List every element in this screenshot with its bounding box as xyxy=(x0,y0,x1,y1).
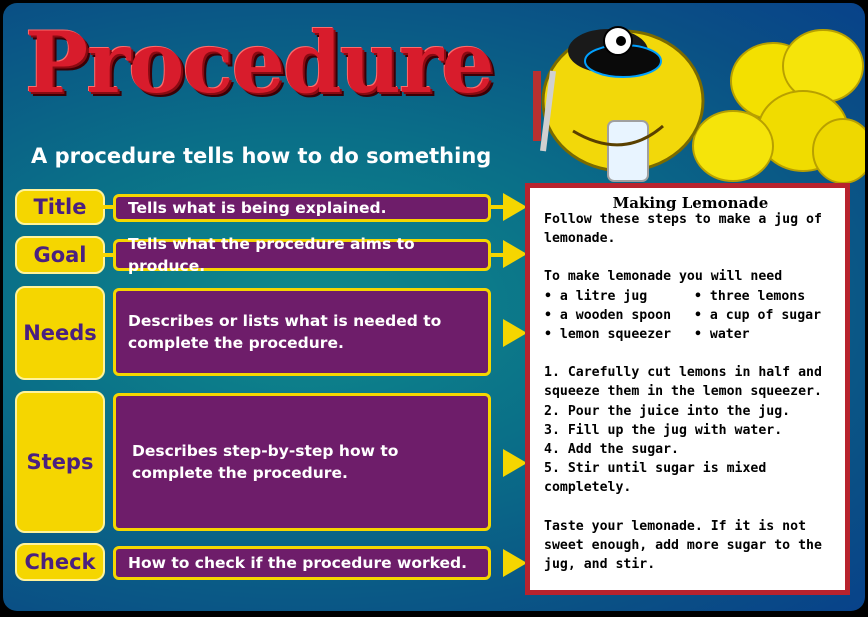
arrow-right-icon xyxy=(503,319,527,347)
desc-steps: Describes step-by-step how to complete the procedure. xyxy=(113,393,491,531)
example-card xyxy=(525,183,850,595)
desc-check: How to check if the procedure worked. xyxy=(113,546,491,580)
list-item: • a litre jug xyxy=(544,288,648,304)
step-item: 4. Add the sugar. xyxy=(544,442,679,458)
label-goal: Goal xyxy=(15,236,105,274)
needs-heading: To make lemonade you will need xyxy=(544,269,783,285)
desc-needs: Describes or lists what is needed to complete the procedure. xyxy=(113,288,491,376)
arrow-right-icon xyxy=(503,193,527,221)
list-item: • water xyxy=(694,327,750,343)
example-title: Making Lemonade xyxy=(612,194,769,212)
label-needs: Needs xyxy=(15,286,105,380)
list-item: • a wooden spoon xyxy=(544,307,672,323)
page-title: Procedure xyxy=(25,13,493,112)
arrow-right-icon xyxy=(503,240,527,268)
list-item: • three lemons xyxy=(694,288,806,304)
desc-goal: Tells what the procedure aims to produce. xyxy=(113,239,491,271)
list-item: • lemon squeezer xyxy=(544,327,672,343)
desc-title: Tells what is being explained. xyxy=(113,194,491,222)
list-item: • a cup of sugar xyxy=(694,307,822,323)
page-subtitle: A procedure tells how to do something xyxy=(31,144,492,168)
arrow-right-icon xyxy=(503,549,527,577)
label-title: Title xyxy=(15,189,105,225)
example-intro: Follow these steps to make a jug of lemonade. xyxy=(544,212,822,247)
step-item: 3. Fill up the jug with water. xyxy=(544,422,783,438)
step-item: 2. Pour the juice into the jug. xyxy=(544,403,791,419)
lemon-mascot-illustration xyxy=(513,11,865,191)
label-check: Check xyxy=(15,543,105,581)
arrow-right-icon xyxy=(503,449,527,477)
step-item: 1. Carefully cut lemons in half and squeeze them in the lemon squeezer. xyxy=(544,365,822,400)
poster xyxy=(3,3,865,611)
check-text: Taste your lemonade. If it is not sweet enough, add more sugar to the jug, and stir. xyxy=(544,518,822,573)
needs-list xyxy=(544,287,837,345)
step-item: 5. Stir until sugar is mixed completely. xyxy=(544,461,767,496)
label-steps: Steps xyxy=(15,391,105,533)
